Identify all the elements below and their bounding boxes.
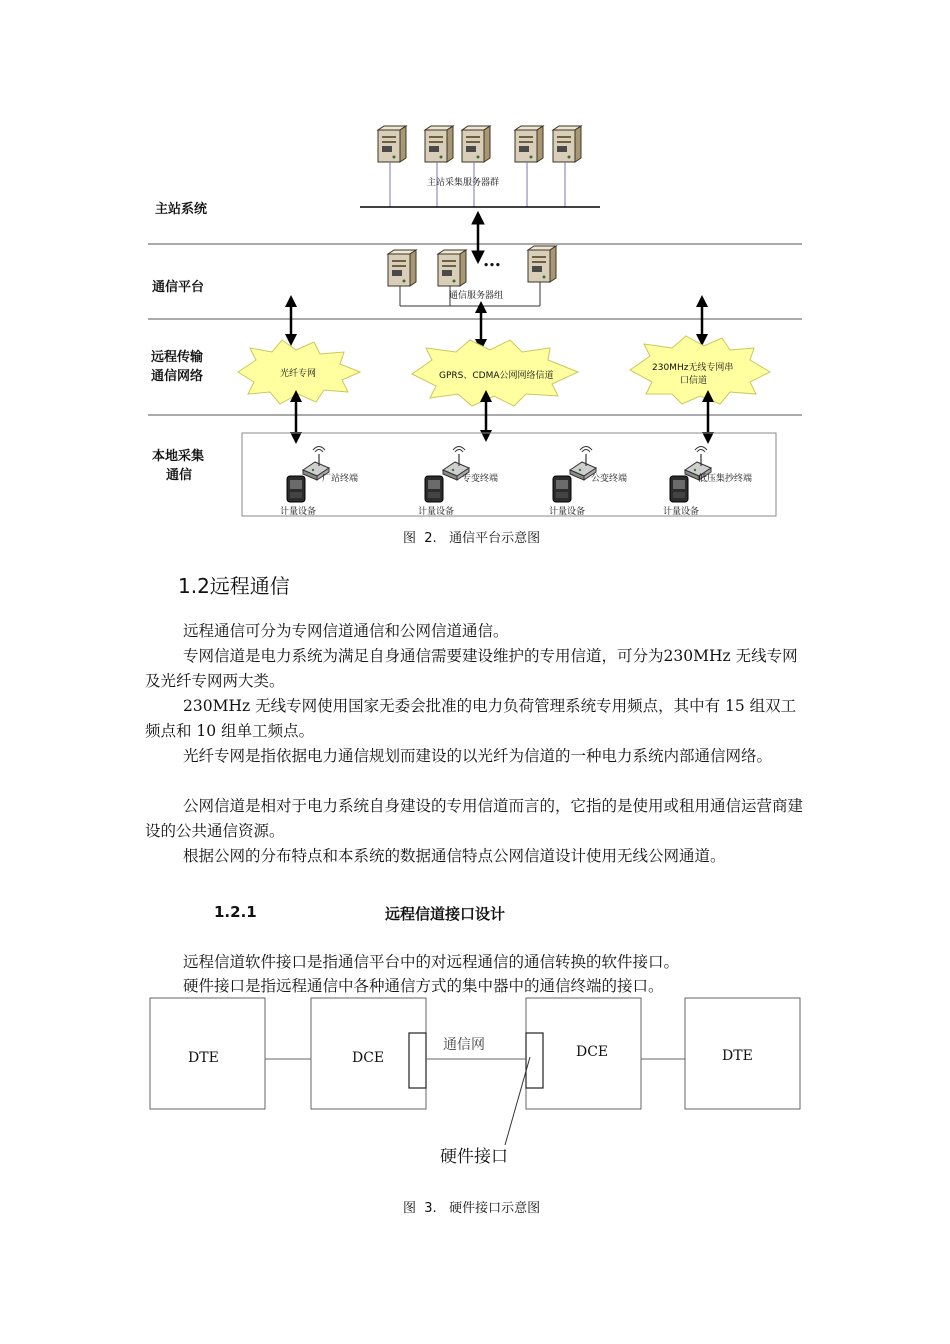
layer-label-local-2: 通信 <box>166 468 193 483</box>
layer-label-master: 主站系统 <box>155 202 208 217</box>
ellipsis-mark: … <box>483 250 501 271</box>
network-label: 通信网 <box>443 1037 485 1053</box>
server-cluster <box>360 126 600 207</box>
terminal-label: 公变终端 <box>591 474 628 484</box>
paragraph: 公网信道是相对于电力系统自身建设的专用信道而言的，它指的是使用或租用通信运营商建设的公共通信资源。 <box>145 797 804 840</box>
fiber-channel-label: 光纤专网 <box>280 369 317 379</box>
meter-label: 计量设备 <box>418 507 455 517</box>
terminal-label: 专变终端 <box>462 474 499 484</box>
layer-label-platform: 通信平台 <box>152 280 205 295</box>
layer-label-remote-2: 通信网络 <box>151 369 204 384</box>
paragraph: 230MHz 无线专网使用国家无委会批准的电力负荷管理系统专用频点，其中有 15 组双工频点和 10 组单工频点。 <box>145 697 797 740</box>
box-label: DTE <box>722 1048 753 1064</box>
paragraph: 专网信道是电力系统为满足自身通信需要建设维护的专用信道，可分为230MHz 无线专网及光纤专网两大类。 <box>145 647 798 690</box>
subsection-number: 1.2.1 <box>214 903 257 921</box>
section-heading: 1.2远程通信 <box>178 574 290 598</box>
meter-label: 计量设备 <box>663 507 700 517</box>
figure-3 <box>0 995 950 1225</box>
figure-2-caption: 图 2. 通信平台示意图 <box>403 531 541 546</box>
arrow-platform-remote <box>285 295 708 351</box>
subsection-title: 远程信道接口设计 <box>385 905 506 923</box>
paragraph: 远程信道软件接口是指通信平台中的对远程通信的通信转换的软件接口。 <box>183 953 680 971</box>
meter-label: 计量设备 <box>549 507 586 517</box>
figure-3-caption: 图 3. 硬件接口示意图 <box>403 1201 541 1216</box>
terminal-label: 低压集抄终端 <box>698 474 753 484</box>
server-cluster-label: 主站采集服务器群 <box>427 178 500 188</box>
interface-port-left <box>409 1033 426 1088</box>
terminal-label: 厂站终端 <box>322 474 359 484</box>
paragraph: 远程通信可分为专网信道通信和公网信道通信。 <box>183 622 509 640</box>
meter-label: 计量设备 <box>280 507 317 517</box>
box-label: DCE <box>352 1050 385 1066</box>
box-label: DCE <box>576 1044 609 1060</box>
terminal-group-3 <box>553 447 596 503</box>
layer-label-remote-1: 远程传输 <box>151 350 204 365</box>
figure-2 <box>0 0 950 560</box>
layer-label-local-1: 本地采集 <box>152 449 205 464</box>
gprs-channel-label: GPRS、CDMA公网网络信道 <box>439 371 554 381</box>
comm-server-group-label: 通信服务器组 <box>449 291 504 301</box>
radio-channel-label-1: 230MHz无线专网串 <box>652 363 734 373</box>
radio-channel-label-2: 口信道 <box>680 376 708 386</box>
paragraph: 光纤专网是指依据电力通信规划而建设的以光纤为信道的一种电力系统内部通信网络。 <box>183 747 773 765</box>
paragraph: 根据公网的分布特点和本系统的数据通信特点公网信道设计使用无线公网通道。 <box>183 847 726 865</box>
box-label: DTE <box>188 1050 219 1066</box>
hw-interface-label: 硬件接口 <box>440 1147 508 1167</box>
paragraph: 硬件接口是指远程通信中各种通信方式的集中器中的通信终端的接口。 <box>183 977 664 995</box>
